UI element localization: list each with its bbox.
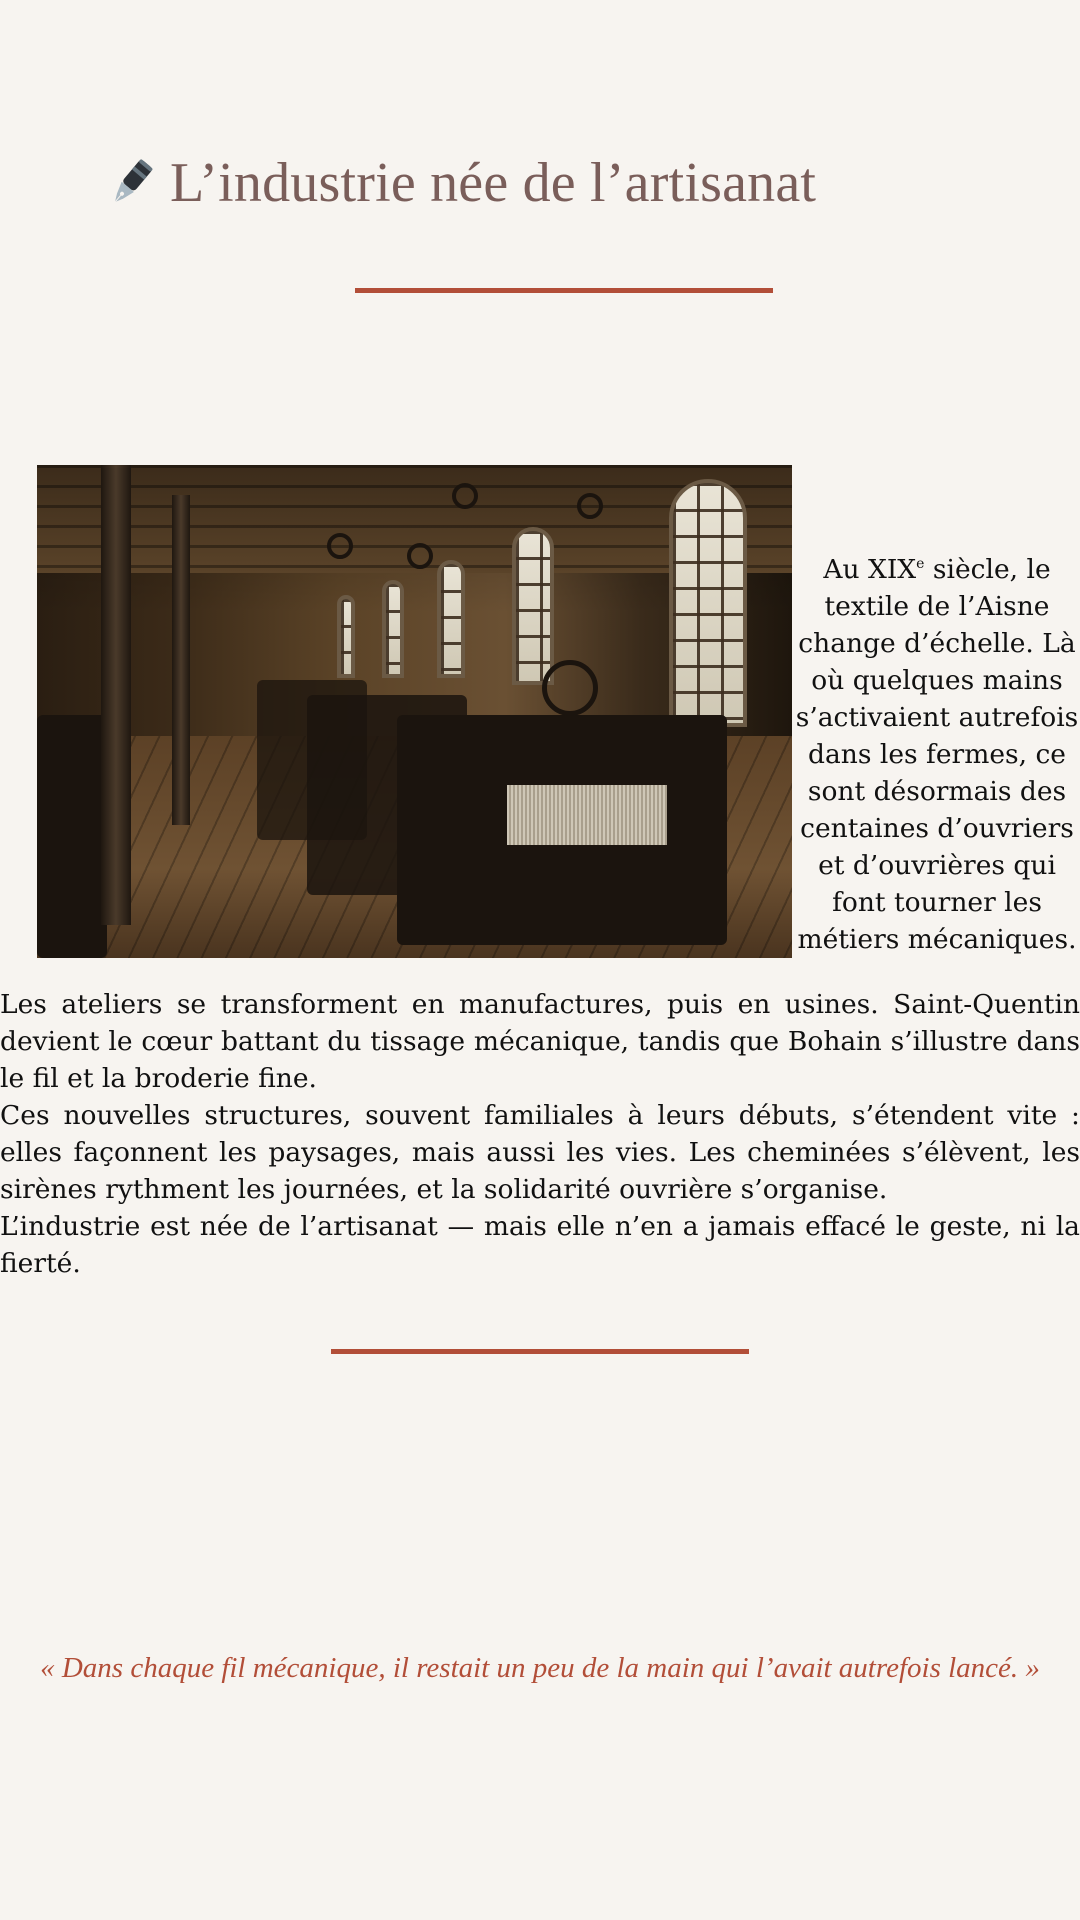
photo-cloth (507, 785, 667, 845)
body-paragraph: L’industrie est née de l’artisanat — mais elle n’en a jamais effacé le geste, ni la fierté. (0, 1211, 1080, 1279)
photo-pulley (407, 543, 433, 569)
page-header (104, 148, 816, 218)
photo-pulley (452, 483, 478, 509)
photo-wheel (542, 660, 598, 716)
top-divider (355, 288, 773, 293)
photo-window (437, 560, 465, 678)
intro-text-start: Au XIX (823, 554, 917, 585)
body-paragraph: Les ateliers se transforment en manufactures, puis en usines. Saint-Quentin devient le cœur battant du tissage mécanique, tandis que Bohain s’illustre dans le fil et la broderie fine. (0, 989, 1080, 1094)
photo-window (512, 527, 554, 685)
photo-window (337, 595, 355, 678)
body-paragraph: Ces nouvelles structures, souvent familiales à leurs débuts, s’étendent vite : elles façonnent les paysages, mais aussi les vies. Les cheminées s’élèvent, les sirènes rythment les journées, et la solidarité ouvrière s’organise. (0, 1100, 1080, 1205)
photo-pulley (577, 493, 603, 519)
photo-column (172, 495, 190, 825)
photo-pulley (327, 533, 353, 559)
intro-text-rest: siècle, le textile de l’Aisne change d’échelle. Là où quelques mains s’activaient autrefois dans les fermes, ce sont désormais des centaines d’ouvriers et d’ouvrières qui font tourner les métiers mécaniques. (795, 554, 1079, 955)
page-title: L’industrie née de l’artisanat (170, 152, 817, 214)
body-text (0, 986, 1080, 1282)
weaving-mill-photo (37, 465, 792, 958)
century-superscript: e (916, 556, 925, 572)
photo-window (669, 479, 747, 727)
photo-column (101, 465, 131, 925)
closing-quote: « Dans chaque fil mécanique, il restait un peu de la main qui l’avait autrefois lancé. » (40, 1652, 1040, 1684)
bottom-divider (331, 1349, 749, 1354)
fountain-pen-icon (104, 156, 158, 210)
photo-loom (37, 715, 107, 958)
intro-text (794, 546, 1080, 958)
photo-window (382, 580, 404, 678)
intro-section (37, 465, 1080, 958)
